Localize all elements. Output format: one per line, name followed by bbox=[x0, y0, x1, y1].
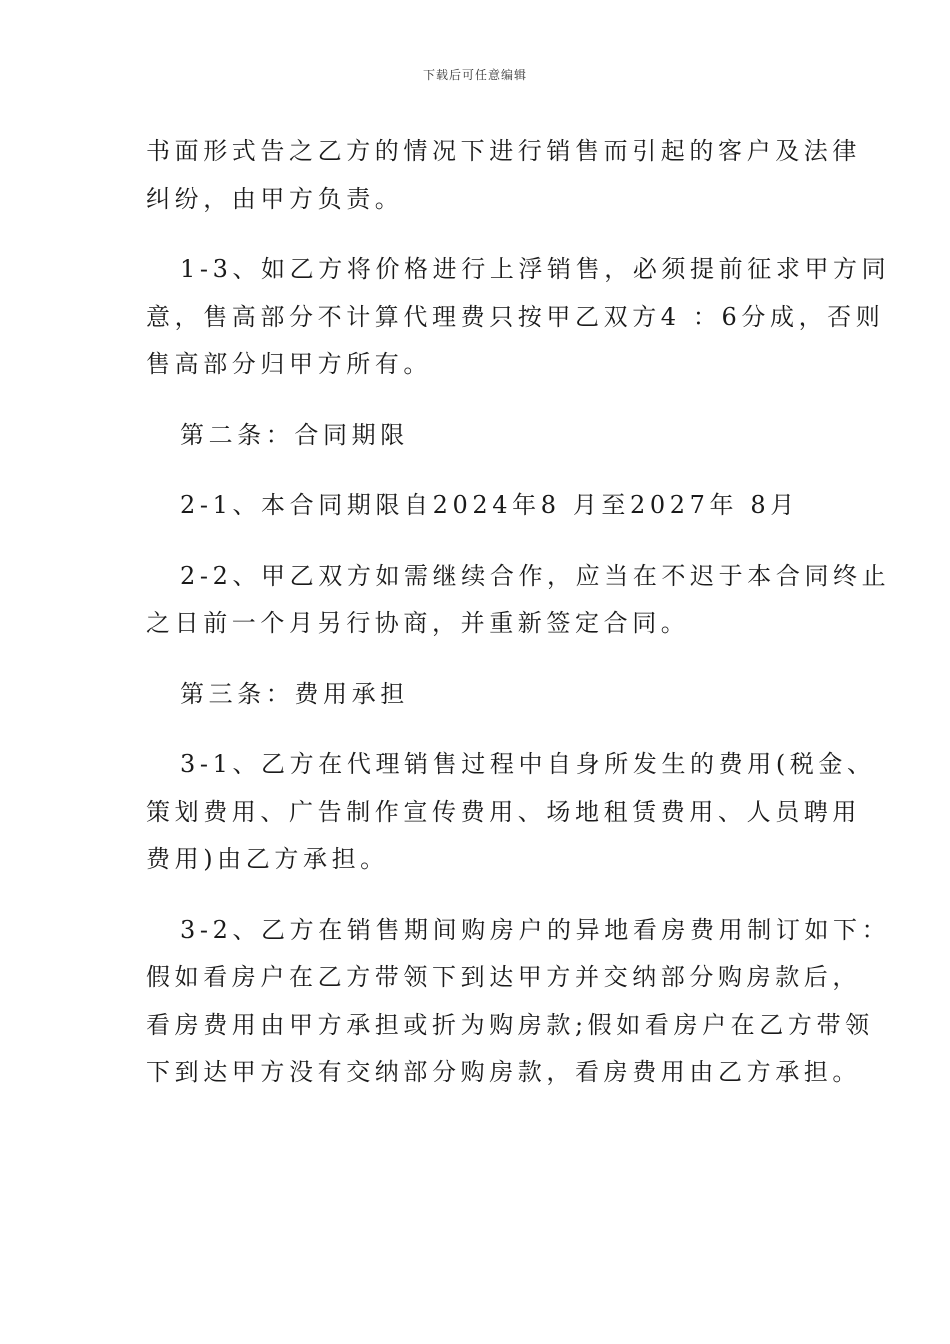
text-line: 售高部分归甲方所有。 bbox=[146, 350, 432, 378]
text-line: 费用)由乙方承担。 bbox=[146, 845, 389, 873]
text-line: 书面形式告之乙方的情况下进行销售而引起的客户及法律 bbox=[146, 137, 861, 165]
clause-3-2 bbox=[146, 907, 891, 1097]
text-line: 3-2、乙方在销售期间购房户的异地看房费用制订如下： bbox=[180, 915, 891, 944]
text-line: 2-1、本合同期限自2024年8 月至2027年 8月 bbox=[180, 491, 799, 519]
article-2-heading bbox=[146, 412, 812, 460]
text-line: 1-3、如乙方将价格进行上浮销售，必须提前征求甲方同 bbox=[180, 255, 891, 283]
text-line: 第二条：合同期限 bbox=[180, 420, 409, 449]
article-3-heading bbox=[146, 671, 812, 719]
text-line: 之日前一个月另行协商，并重新签定合同。 bbox=[146, 609, 690, 637]
text-line: 下到达甲方没有交纳部分购房款，看房费用由乙方承担。 bbox=[146, 1058, 861, 1086]
paragraph-continuation bbox=[146, 128, 861, 223]
text-line: 意，售高部分不计算代理费只按甲乙双方4 ：6分成，否则 bbox=[146, 302, 885, 331]
text-line: 纠纷，由甲方负责。 bbox=[146, 184, 404, 213]
text-line: 2-2、甲乙双方如需继续合作，应当在不迟于本合同终止 bbox=[180, 561, 891, 590]
clause-1-3 bbox=[146, 246, 891, 389]
page-header: 下载后可任意编辑 bbox=[422, 68, 527, 82]
text-line: 策划费用、广告制作宣传费用、场地租赁费用、人员聘用 bbox=[146, 797, 861, 826]
document-body bbox=[146, 128, 891, 1120]
text-line: 假如看房户在乙方带领下到达甲方并交纳部分购房款后， bbox=[146, 963, 861, 991]
text-line: 3-1、乙方在代理销售过程中自身所发生的费用(税金、 bbox=[180, 750, 876, 778]
clause-2-1 bbox=[146, 482, 812, 530]
text-line: 看房费用由甲方承担或折为购房款;假如看房户在乙方带领 bbox=[146, 1010, 874, 1039]
clause-2-2 bbox=[146, 553, 891, 648]
clause-3-1 bbox=[146, 741, 876, 884]
text-line: 第三条：费用承担 bbox=[180, 679, 409, 708]
